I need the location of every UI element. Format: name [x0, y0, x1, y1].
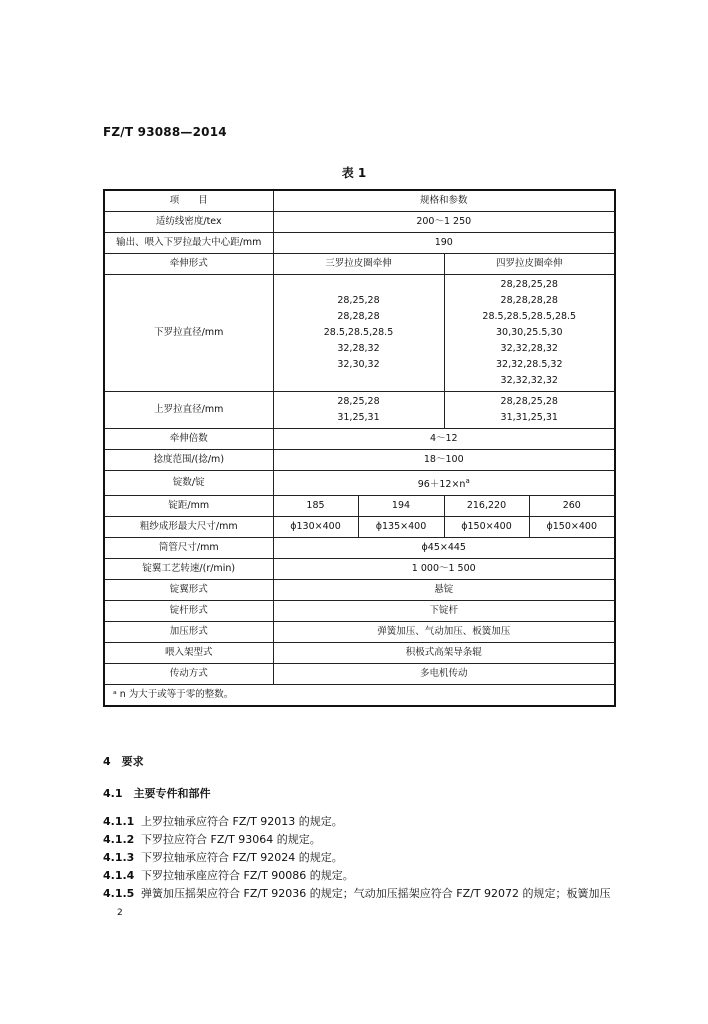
- header-item: 项 目: [104, 190, 273, 212]
- value-line: 28.5,28.5,28.5,28.5: [482, 311, 577, 322]
- value-line: 31,31,25,31: [500, 412, 558, 423]
- clause-number: 4.1.3: [103, 851, 135, 864]
- row-label: 牵伸倍数: [104, 429, 273, 450]
- value-line: 28.5,28.5,28.5: [323, 327, 394, 338]
- row-value: 积极式高架导条辊: [273, 643, 615, 664]
- clause-4-1-1: [103, 813, 343, 829]
- bottom-roller-three: [273, 275, 444, 392]
- value-line: 28,25,28: [337, 396, 380, 407]
- section-heading-4-1: 4.1 主要专件和部件: [103, 787, 211, 800]
- spindles-value: 96＋12×n: [417, 479, 466, 491]
- value-line: 32,30,32: [337, 359, 380, 370]
- row-label: 适纺线密度/tex: [104, 212, 273, 233]
- gauge-value: 194: [358, 496, 444, 517]
- row-label: 牵伸形式: [104, 254, 273, 275]
- row-label: 粗纱成形最大尺寸/mm: [104, 517, 273, 538]
- value-line: 32,32,32,32: [500, 375, 558, 386]
- page-number: 2: [117, 908, 123, 918]
- table-row-spindle-form: [104, 601, 615, 622]
- gauge-value: 216,220: [444, 496, 529, 517]
- value-line: 31,25,31: [337, 412, 380, 423]
- row-label: 捻度范围/(捻/m): [104, 450, 273, 471]
- clause-number: 4.1.4: [103, 869, 135, 882]
- row-label: 锭杆形式: [104, 601, 273, 622]
- row-label: 锭翼形式: [104, 580, 273, 601]
- value-line: 32,32,28,32: [500, 343, 558, 354]
- table-row-bottom-roller: [104, 275, 615, 392]
- row-value: [273, 471, 615, 496]
- table-row-count: [104, 212, 615, 233]
- clause-text: 下罗拉轴承应符合 FZ/T 92024 的规定。: [141, 851, 343, 864]
- standard-code: FZ/T 93088—2014: [103, 125, 227, 139]
- clause-text: 弹簧加压摇架应符合 FZ/T 92036 的规定；气动加压摇架应符合 FZ/T 92072 的规定；板簧加压: [141, 887, 611, 900]
- row-value: 18～100: [273, 450, 615, 471]
- gauge-value: 185: [273, 496, 358, 517]
- table-row-tube: [104, 538, 615, 559]
- row-label: 传动方式: [104, 664, 273, 685]
- table-row-flyer-form: [104, 580, 615, 601]
- footnote-marker: a: [465, 477, 470, 485]
- value-line: 30,30,25.5,30: [496, 327, 563, 338]
- row-label: 锭翼工艺转速/(r/min): [104, 559, 273, 580]
- clause-4-1-5: [103, 885, 611, 901]
- table-title: 表 1: [341, 166, 367, 180]
- package-value: ϕ135×400: [358, 517, 444, 538]
- row-label: 上罗拉直径/mm: [104, 392, 273, 429]
- package-value: ϕ130×400: [273, 517, 358, 538]
- four-roller-drafting: 四罗拉皮圈牵伸: [444, 254, 615, 275]
- table-row-gauge: [104, 496, 615, 517]
- spec-table: [103, 189, 616, 707]
- table-footnote: ᵃ n 为大于或等于零的整数。: [104, 685, 615, 707]
- clause-4-1-2: [103, 831, 321, 847]
- value-line: 28,28,25,28: [500, 279, 558, 290]
- table-row-flyer-speed: [104, 559, 615, 580]
- row-label: 输出、喂入下罗拉最大中心距/mm: [104, 233, 273, 254]
- table-row-distance: [104, 233, 615, 254]
- row-label: 喂入架型式: [104, 643, 273, 664]
- value-line: 32,28,32: [337, 343, 380, 354]
- table-row-pressure: [104, 622, 615, 643]
- gauge-value: 260: [529, 496, 615, 517]
- table-row-transmission: [104, 664, 615, 685]
- clause-4-1-3: [103, 849, 343, 865]
- table-footnote-row: [104, 685, 615, 707]
- clause-number: 4.1.5: [103, 887, 135, 900]
- row-value: 下锭杆: [273, 601, 615, 622]
- value-line: 28,28,28,28: [500, 295, 558, 306]
- table-row-draft-multiple: [104, 429, 615, 450]
- table-header-row: [104, 190, 615, 212]
- package-value: ϕ150×400: [529, 517, 615, 538]
- row-value: 200～1 250: [273, 212, 615, 233]
- top-roller-four: [444, 392, 615, 429]
- package-value: ϕ150×400: [444, 517, 529, 538]
- row-value: 弹簧加压、气动加压、板簧加压: [273, 622, 615, 643]
- three-roller-drafting: 三罗拉皮圈牵伸: [273, 254, 444, 275]
- row-value: 悬锭: [273, 580, 615, 601]
- row-label: 筒管尺寸/mm: [104, 538, 273, 559]
- value-line: 28,28,25,28: [500, 396, 558, 407]
- table-row-drafting: [104, 254, 615, 275]
- row-value: 多电机传动: [273, 664, 615, 685]
- table-row-top-roller: [104, 392, 615, 429]
- header-spec: 规格和参数: [273, 190, 615, 212]
- row-value: 4～12: [273, 429, 615, 450]
- value-line: 32,32,28.5,32: [496, 359, 563, 370]
- table-row-creel: [104, 643, 615, 664]
- table-row-twist: [104, 450, 615, 471]
- clause-number: 4.1.2: [103, 833, 135, 846]
- value-line: 28,28,28: [337, 311, 380, 322]
- clause-text: 下罗拉轴承座应符合 FZ/T 90086 的规定。: [141, 869, 354, 882]
- clause-text: 上罗拉轴承应符合 FZ/T 92013 的规定。: [141, 815, 343, 828]
- table-row-spindles: [104, 471, 615, 496]
- row-label: 加压形式: [104, 622, 273, 643]
- row-label: 下罗拉直径/mm: [104, 275, 273, 392]
- table-row-package: [104, 517, 615, 538]
- clause-text: 下罗拉应符合 FZ/T 93064 的规定。: [141, 833, 321, 846]
- section-heading-4: 4 要求: [103, 755, 144, 768]
- bottom-roller-four: [444, 275, 615, 392]
- row-value: 1 000～1 500: [273, 559, 615, 580]
- row-label: 锭距/mm: [104, 496, 273, 517]
- top-roller-three: [273, 392, 444, 429]
- clause-4-1-4: [103, 867, 354, 883]
- row-label: 锭数/锭: [104, 471, 273, 496]
- row-value: ϕ45×445: [273, 538, 615, 559]
- row-value: 190: [273, 233, 615, 254]
- value-line: 28,25,28: [337, 295, 380, 306]
- clause-number: 4.1.1: [103, 815, 135, 828]
